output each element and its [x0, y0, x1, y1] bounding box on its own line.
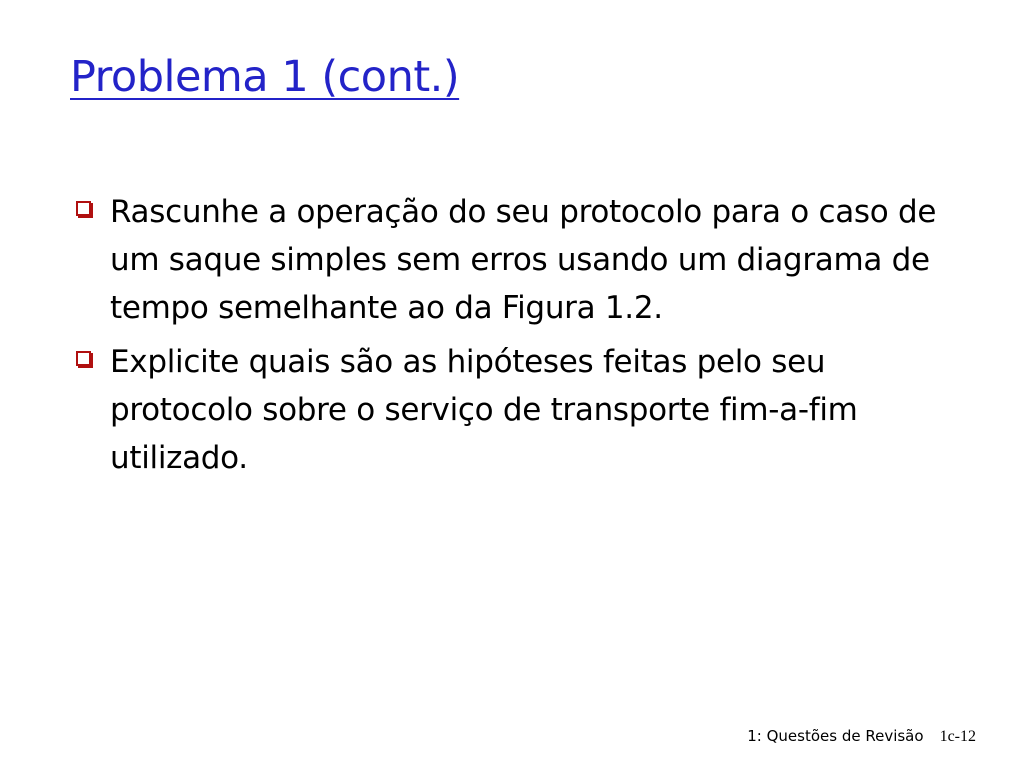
- hollow-square-bullet-icon: [76, 201, 91, 216]
- hollow-square-bullet-icon: [76, 351, 91, 366]
- bullet-item: [72, 188, 952, 332]
- bullet-text: Explicite quais são as hipóteses feitas pelo seu protocolo sobre o serviço de transporte fim-a-fim utilizado.: [110, 344, 858, 476]
- bullet-item: [72, 338, 952, 482]
- bullet-list: [72, 188, 952, 488]
- slide-title: Problema 1 (cont.): [70, 52, 460, 102]
- bullet-text: Rascunhe a operação do seu protocolo para o caso de um saque simples sem erros usando um diagrama de tempo semelhante ao da Figura 1.2.: [110, 194, 937, 326]
- footer-page-number: 1c-12: [939, 728, 976, 745]
- footer-chapter-label: 1: Questões de Revisão: [747, 727, 924, 745]
- slide-footer: [747, 727, 976, 746]
